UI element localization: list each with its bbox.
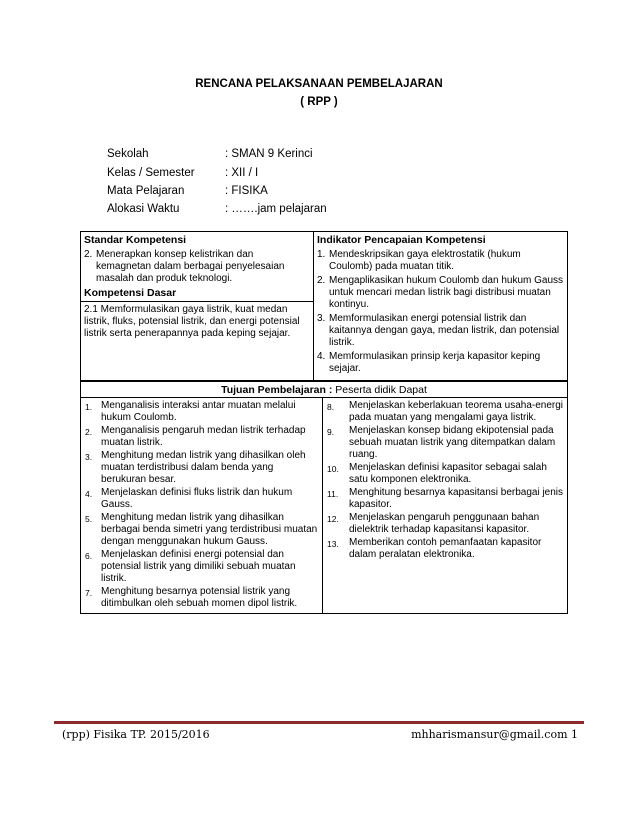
list-item: [85, 586, 319, 610]
list-item: [85, 450, 319, 486]
list-item: [85, 425, 319, 449]
info-value: : SMAN 9 Kerinci: [225, 148, 313, 160]
item-number: 4.: [317, 351, 326, 362]
footer-divider: [54, 721, 584, 724]
standar-kompetensi-cell: [81, 232, 314, 381]
tujuan-left-cell: [81, 398, 323, 614]
list-item: [327, 425, 564, 461]
info-value: : …….jam pelajaran: [225, 203, 327, 215]
indikator-cell: [314, 232, 568, 381]
info-value: : XII / I: [225, 167, 259, 179]
item-text: Menjelaskan definisi energi potensial dan potensial listrik yang dimiliki sebuah muatan listrik.: [101, 549, 296, 584]
item-number: 8.: [327, 402, 335, 412]
document-title: RENCANA PELAKSANAAN PEMBELAJARAN: [195, 78, 443, 90]
kd-text: 2.1 Memformulasikan gaya listrik, kuat medan listrik, fluks, potensial listrik, dan energi potensial listrik serta penerapannya pada keping sejajar.: [84, 304, 300, 339]
item-text: Memberikan contoh pemanfaatan kapasitor dalam peralatan elektronika.: [349, 537, 542, 560]
info-row-sekolah: [107, 147, 313, 161]
tujuan-heading-cell: [81, 382, 568, 398]
sk-text: Menerapkan konsep kelistrikan dan kemagnetan dalam berbagai penyelesaian masalah dan produk teknologi.: [96, 249, 285, 284]
info-label: Sekolah: [107, 148, 149, 160]
item-text: Memformulasikan energi potensial listrik dan kaitannya dengan gaya, medan listrik, dan potensial listrik.: [329, 313, 560, 348]
item-text: Menjelaskan pengaruh penggunaan bahan dielektrik terhadap kapasitansi kapasitor.: [349, 512, 540, 535]
footer-left: (rpp) Fisika TP. 2015/2016: [62, 728, 210, 741]
list-item: [85, 549, 319, 585]
item-number: 3.: [317, 313, 326, 324]
tujuan-table: [80, 381, 568, 614]
list-item: [317, 249, 564, 273]
item-number: 1.: [85, 402, 93, 412]
kd-box: [81, 301, 313, 340]
item-number: 3.: [85, 452, 93, 462]
sk-heading: Standar Kompetensi: [84, 234, 187, 246]
item-text: Mendeskripsikan gaya elektrostatik (hukum Coulomb) pada muatan titik.: [329, 249, 521, 272]
tujuan-heading-rest: Peserta didik Dapat: [332, 384, 427, 396]
item-number: 12.: [327, 514, 339, 524]
sk-item: [84, 249, 310, 285]
list-item: [317, 351, 564, 375]
item-number: 7.: [85, 588, 93, 598]
info-label: Alokasi Waktu: [107, 203, 180, 215]
item-number: 2.: [317, 275, 326, 286]
item-text: Menganalisis pengaruh medan listrik terhadap muatan listrik.: [101, 425, 306, 448]
item-number: 2.: [85, 427, 93, 437]
item-number: 9.: [327, 427, 335, 437]
tujuan-right-cell: [323, 398, 568, 614]
info-row-mapel: [107, 184, 268, 198]
item-text: Menjelaskan konsep bidang ekipotensial pada sebuah muatan listrik yang ditempatkan dalam ruang.: [349, 425, 556, 460]
list-item: [317, 275, 564, 311]
item-number: 10.: [327, 464, 339, 474]
sk-number: 2.: [84, 249, 93, 260]
footer-right: mhharismansur@gmail.com 1: [411, 728, 578, 741]
list-item: [327, 400, 564, 424]
item-text: Menghitung besarnya kapasitansi berbagai jenis kapasitor.: [349, 487, 564, 510]
item-text: Menjelaskan keberlakuan teorema usaha-energi pada muatan yang mengalami gaya listrik.: [349, 400, 564, 423]
item-text: Menjelaskan definisi fluks listrik dan hukum Gauss.: [101, 487, 293, 510]
item-number: 4.: [85, 489, 93, 499]
kompetensi-table: [80, 231, 568, 381]
item-text: Menghitung besarnya potensial listrik yang ditimbulkan oleh sebuah momen dipol listrik.: [101, 586, 298, 609]
item-number: 13.: [327, 539, 339, 549]
list-item: [85, 400, 319, 424]
document-subtitle: ( RPP ): [300, 96, 338, 108]
item-number: 5.: [85, 514, 93, 524]
item-number: 6.: [85, 551, 93, 561]
info-label: Mata Pelajaran: [107, 185, 185, 197]
tujuan-heading: Tujuan Pembelajaran :: [221, 384, 333, 396]
list-item: [317, 313, 564, 349]
info-value: : FISIKA: [225, 185, 268, 197]
ipk-heading: Indikator Pencapaian Kompetensi: [317, 234, 486, 246]
item-text: Menghitung medan listrik yang dihasilkan berbagai benda simetri yang terdistribusi muatan dengan menggunakan hukum Gauss.: [101, 512, 318, 547]
item-text: Memformulasikan prinsip kerja kapasitor keping sejajar.: [329, 351, 541, 374]
list-item: [85, 512, 319, 548]
info-row-kelas: [107, 166, 258, 180]
item-text: Mengaplikasikan hukum Coulomb dan hukum Gauss untuk mencari medan listrik bagi distribusi muatan kontinyu.: [329, 275, 564, 310]
list-item: [327, 462, 564, 486]
list-item: [85, 487, 319, 511]
info-label: Kelas / Semester: [107, 167, 195, 179]
item-number: 1.: [317, 249, 326, 260]
item-text: Menjelaskan definisi kapasitor sebagai salah satu komponen elektronika.: [349, 462, 547, 485]
list-item: [327, 512, 564, 536]
item-text: Menghitung medan listrik yang dihasilkan oleh muatan terdistribusi dalam benda yang berukuran besar.: [101, 450, 306, 485]
item-text: Menganalisis interaksi antar muatan melalui hukum Coulomb.: [101, 400, 296, 423]
info-row-alokasi: [107, 202, 327, 216]
kd-heading: Kompetensi Dasar: [84, 287, 177, 299]
list-item: [327, 487, 564, 511]
item-number: 11.: [327, 489, 339, 499]
list-item: [327, 537, 564, 561]
